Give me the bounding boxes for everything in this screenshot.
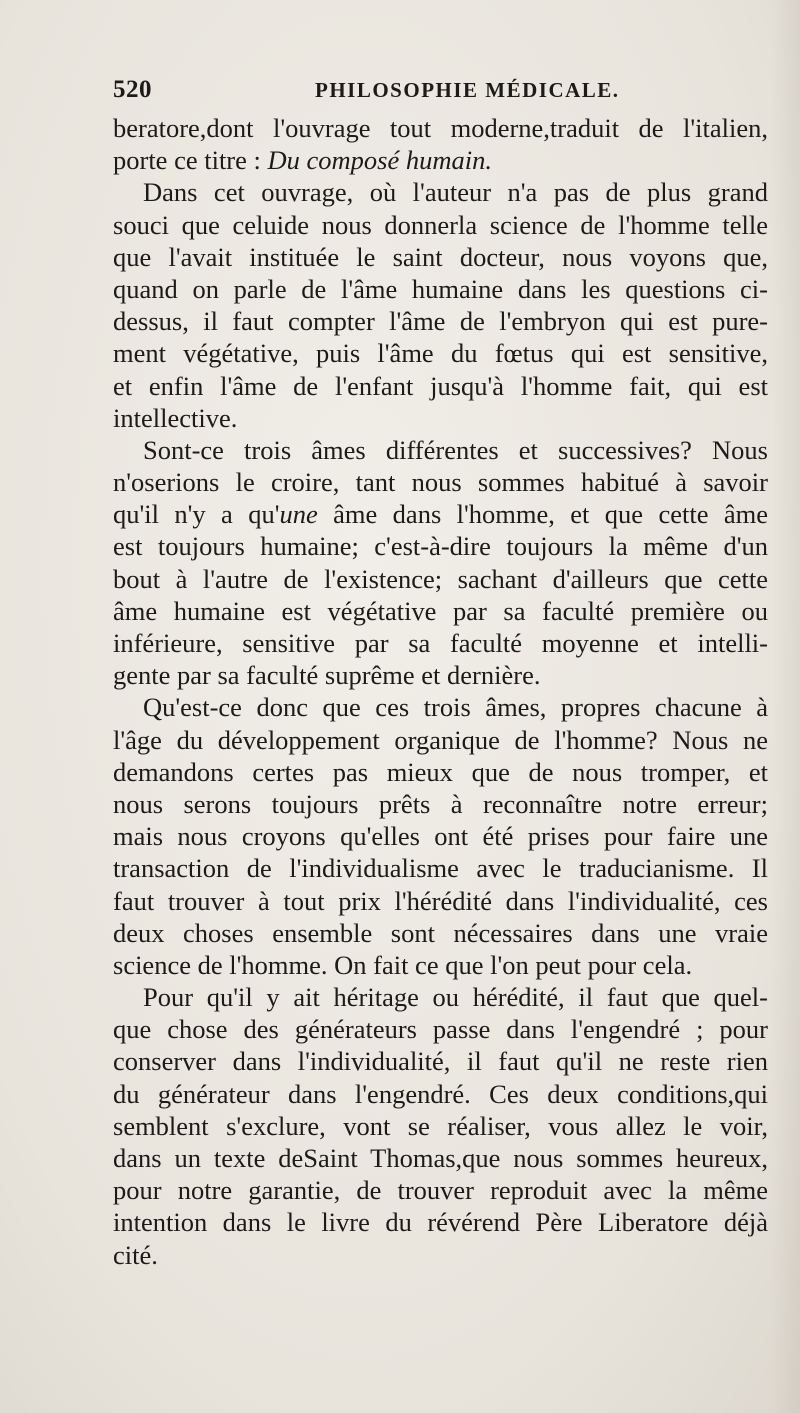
text-line [113, 144, 768, 176]
running-title: PHILOSOPHIE MÉDICALE. [315, 78, 620, 102]
paragraph-start-line: Qu'est-ce donc que ces trois âmes, propres chacune à [143, 692, 768, 723]
text-line: est toujours humaine; c'est-à-dire toujours la même d'un [113, 531, 768, 562]
text-line: quand on parle de l'âme humaine dans les questions ci- [113, 273, 768, 304]
text-line [113, 498, 768, 530]
text-line: cité. [113, 1239, 158, 1270]
book-title-italic: Du composé humain. [267, 145, 493, 176]
text-line: nous serons toujours prêts à reconnaître notre erreur; [113, 788, 768, 819]
page-number: 520 [113, 76, 152, 103]
text-line: demandons certes pas mieux que de nous tromper, et [113, 756, 768, 787]
text-line: âme humaine est végétative par sa faculté première ou [113, 595, 768, 626]
text-line: bout à l'autre de l'existence; sachant d'ailleurs que cette [113, 563, 768, 594]
paragraph-start-line: Dans cet ouvrage, où l'auteur n'a pas de plus grand [143, 177, 768, 208]
paragraph-start-line: Pour qu'il y ait héritage ou hérédité, il faut que quel- [143, 982, 768, 1013]
emphasis-italic: une [279, 499, 318, 530]
text-line: ment végétative, puis l'âme du fœtus qui est sensitive, [113, 338, 768, 369]
text-line: souci que celuide nous donnerla science de l'homme telle [113, 209, 768, 240]
text-run: porte ce titre : [113, 145, 261, 176]
text-run: âme dans l'homme, et que cette âme [317, 499, 769, 530]
text-line: dans un texte deSaint Thomas,que nous sommes heureux, [113, 1143, 768, 1173]
show-through-shadow [770, 0, 800, 1413]
page-header [113, 76, 773, 112]
text-line: beratore,dont l'ouvrage tout moderne,traduit de l'italien, [113, 113, 768, 143]
text-line: pour notre garantie, de trouver reproduit avec la même [113, 1175, 768, 1206]
text-line: conserver dans l'individualité, il faut qu'il ne reste rien [113, 1046, 768, 1077]
paragraph-start-line: Sont-ce trois âmes différentes et successives? Nous [143, 434, 768, 465]
text-line: dessus, il faut compter l'âme de l'embryon qui est pure- [113, 306, 768, 337]
text-line: intellective. [113, 402, 238, 433]
body-text [113, 112, 768, 1271]
text-line: que l'avait instituée le saint docteur, nous voyons que, [113, 241, 768, 272]
text-line: du générateur dans l'engendré. Ces deux conditions,qui [113, 1078, 768, 1109]
text-line: n'oserions le croire, tant nous sommes habitué à savoir [113, 467, 768, 498]
text-line: intention dans le livre du révérend Père Liberatore déjà [113, 1207, 768, 1238]
text-line: l'âge du développement organique de l'homme? Nous ne [113, 724, 768, 755]
text-line: mais nous croyons qu'elles ont été prises pour faire une [113, 821, 768, 852]
text-line: gente par sa faculté suprême et dernière. [113, 660, 541, 691]
text-line: science de l'homme. On fait ce que l'on peut pour cela. [113, 949, 693, 980]
text-line: semblent s'exclure, vont se réaliser, vous allez le voir, [113, 1110, 768, 1141]
text-run: qu'il n'y a qu' [113, 499, 280, 530]
text-line: et enfin l'âme de l'enfant jusqu'à l'homme fait, qui est [113, 370, 768, 401]
text-line: que chose des générateurs passe dans l'engendré ; pour [113, 1014, 768, 1045]
text-line: faut trouver à tout prix l'hérédité dans l'individualité, ces [113, 885, 768, 916]
text-line: deux choses ensemble sont nécessaires dans une vraie [113, 917, 768, 948]
text-line: inférieure, sensitive par sa faculté moyenne et intelli- [113, 628, 768, 658]
text-line: transaction de l'individualisme avec le traducianisme. Il [113, 853, 768, 884]
